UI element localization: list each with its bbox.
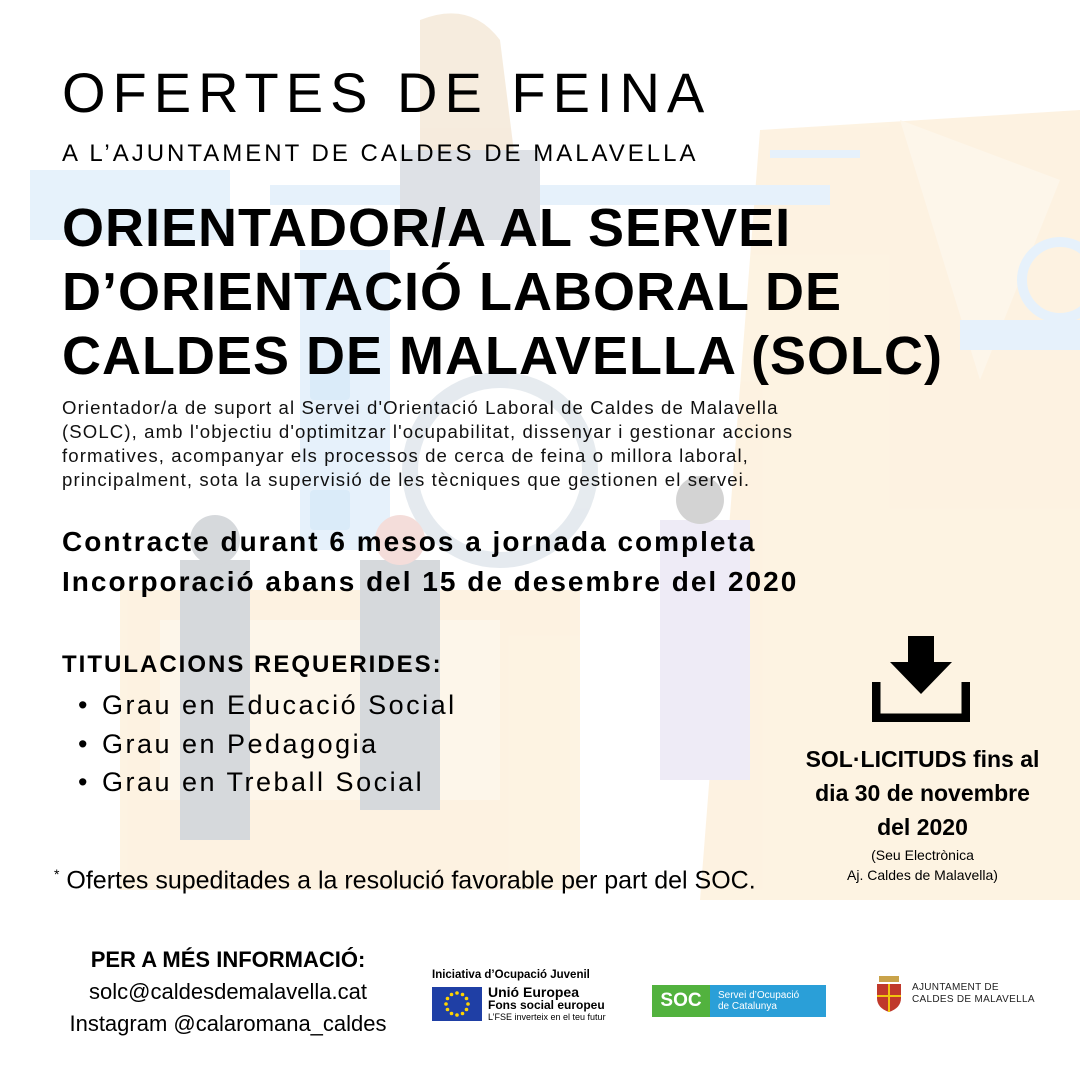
job-title-line: D’ORIENTACIÓ LABORAL DE [62, 262, 843, 322]
ajuntament-logo-name [912, 982, 1035, 1006]
eu-logo-line: Fons social europeu [488, 998, 605, 1012]
job-description [62, 396, 1072, 492]
contact-instagram[interactable]: Instagram @calaromana_caldes [69, 1011, 387, 1036]
description-line: formatives, acompanyar els processos de cerca de feina o millora laboral, [62, 445, 749, 466]
description-line: Orientador/a de suport al Servei d'Orientació Laboral de Caldes de Malavella [62, 397, 779, 418]
soc-logo [652, 985, 826, 1017]
soc-logo-mark: SOC [652, 985, 710, 1017]
page-title: OFERTES DE FEINA [62, 61, 712, 124]
job-title-line: CALDES DE MALAVELLA (SOLC) [62, 326, 943, 386]
eu-logo [432, 968, 632, 1023]
channel-line: (Seu Electrònica [871, 847, 974, 863]
application-channel [780, 845, 1065, 885]
requirements-list [78, 686, 457, 802]
ajuntament-logo-line: CALDES DE MALAVELLA [912, 994, 1035, 1005]
eu-flag-icon [432, 987, 482, 1021]
eu-logo-line: L’FSE inverteix en el teu futur [488, 1012, 606, 1022]
deadline-line: dia 30 de novembre [815, 780, 1030, 806]
eu-logo-top: Iniciativa d’Ocupació Juvenil [432, 969, 590, 981]
footnote [54, 858, 756, 896]
list-item: • Grau en Treball Social [78, 763, 457, 802]
start-date: Incorporació abans del 15 de desembre del 2020 [62, 566, 799, 597]
footnote-text: Ofertes supeditades a la resolució favorable per part del SOC. [66, 866, 756, 895]
contract-duration: Contracte durant 6 mesos a jornada completa [62, 526, 757, 557]
ajuntament-logo [874, 976, 1035, 1012]
requirements-title: TITULACIONS REQUERIDES: [62, 651, 443, 678]
description-line: (SOLC), amb l'objectiu d'optimitzar l'ocupabilitat, dissenyar i gestionar accions [62, 421, 794, 442]
contact-info [28, 944, 428, 1040]
ajuntament-logo-line: AJUNTAMENT DE [912, 982, 999, 993]
coat-of-arms-icon [874, 976, 904, 1012]
soc-logo-line: Servei d’Ocupació [718, 990, 800, 1001]
job-title [62, 196, 1062, 388]
channel-line: Aj. Caldes de Malavella) [847, 867, 998, 883]
description-line: principalment, sota la supervisió de les tècniques que gestionen el servei. [62, 469, 751, 490]
contract-details [62, 522, 798, 602]
list-item: • Grau en Educació Social [78, 686, 457, 725]
list-item: • Grau en Pedagogia [78, 725, 457, 764]
soc-logo-line: de Catalunya [718, 1001, 777, 1012]
soc-logo-name [710, 985, 826, 1017]
job-title-line: ORIENTADOR/A AL SERVEI [62, 198, 792, 258]
download-icon [872, 636, 970, 722]
footnote-mark: * [54, 866, 60, 882]
contact-email[interactable]: solc@caldesdemalavella.cat [89, 979, 367, 1004]
application-deadline [780, 742, 1065, 844]
page-subtitle: A L’AJUNTAMENT DE CALDES DE MALAVELLA [62, 140, 699, 167]
deadline-line: SOL·LICITUDS fins al [805, 746, 1040, 772]
deadline-line: del 2020 [877, 814, 968, 840]
eu-logo-line: Unió Europea [488, 984, 580, 1000]
contact-title: PER A MÉS INFORMACIÓ: [90, 947, 366, 972]
